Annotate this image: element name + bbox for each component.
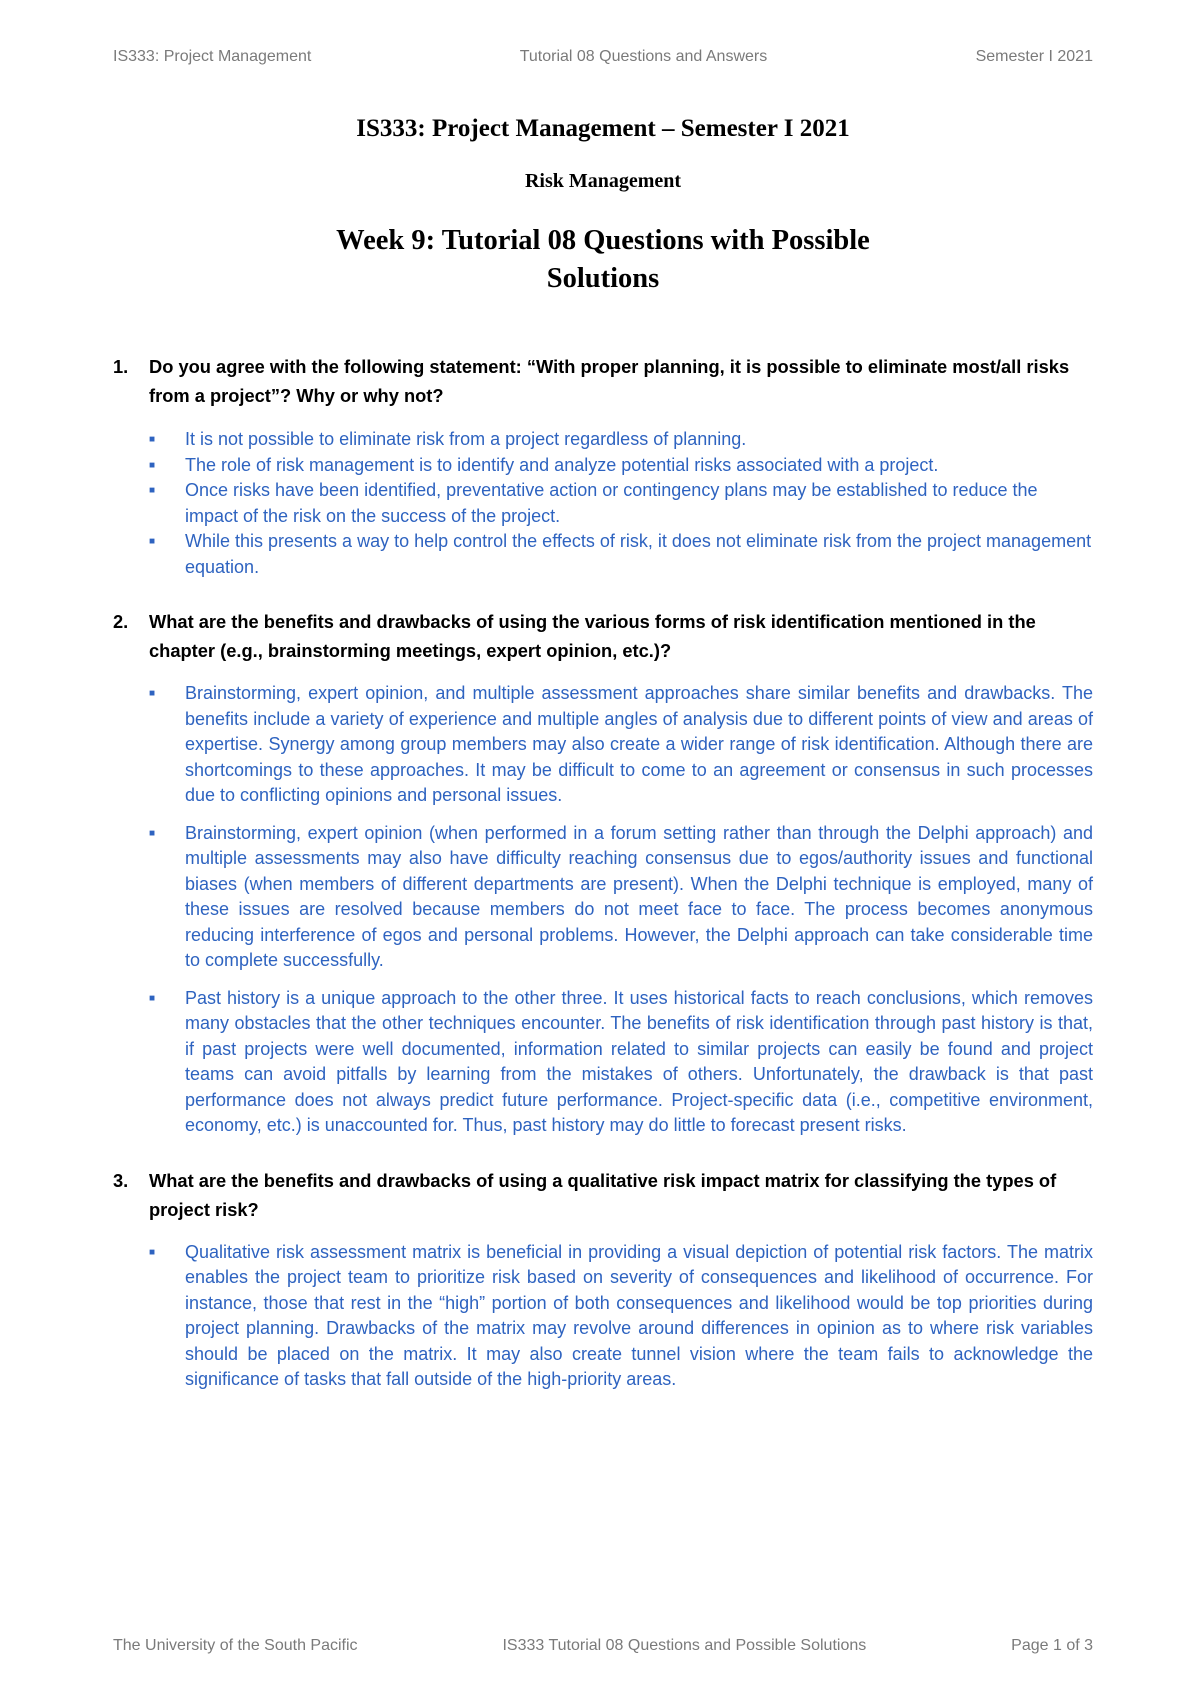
answer-list bbox=[113, 1240, 1093, 1393]
question-number: 2. bbox=[113, 611, 129, 632]
answer-text: Brainstorming, expert opinion (when performed in a forum setting rather than through the Delphi approach) and multiple assessments may also have difficulty reaching consensus due to egos/authority issues and functional biases (when members of different departments are present). When the Delphi technique is employed, many of these issues are resolved because members do not meet face to face. The process becomes anonymous reducing interference of egos and personal problems. However, the Delphi approach can take considerable time to complete successfully. bbox=[185, 822, 1093, 970]
question-text: Do you agree with the following statement: “With proper planning, it is possible to eliminate most/all risks from a project”? Why or why not? bbox=[149, 356, 1070, 406]
question-3 bbox=[113, 1166, 1093, 1393]
answer-item bbox=[113, 821, 1093, 974]
question-text: What are the benefits and drawbacks of using the various forms of risk identification mentioned in the chapter (e.g., brainstorming meetings, expert opinion, etc.)? bbox=[149, 611, 1036, 661]
question-number: 3. bbox=[113, 1169, 129, 1191]
bullet-icon: ■ bbox=[149, 827, 156, 839]
answer-text: Brainstorming, expert opinion, and multiple assessment approaches share similar benefits and drawbacks. The benefits include a variety of experience and multiple angles of analysis due to different points of view and areas of expertise. Synergy among group members may also create a wider range of risk identification. Although there are shortcomings to these approaches. It may be difficult to come to an agreement or consensus in such processes due to conflicting opinions and personal issues. bbox=[185, 683, 1093, 805]
answer-item bbox=[113, 986, 1093, 1139]
question-heading bbox=[113, 1166, 1093, 1224]
footer-university: The University of the South Pacific bbox=[113, 1637, 358, 1654]
answer-list bbox=[113, 427, 1093, 580]
question-text: What are the benefits and drawbacks of using a qualitative risk impact matrix for classifying the types of project risk? bbox=[149, 1169, 1057, 1220]
question-2 bbox=[113, 607, 1093, 1139]
week-title: Week 9: Tutorial 08 Questions with Possible Solutions bbox=[336, 225, 870, 294]
footer-page-number: Page 1 of 3 bbox=[1011, 1637, 1093, 1654]
answer-text: Once risks have been identified, preventative action or contingency plans may be established to reduce the impact of the risk on the success of the project. bbox=[185, 480, 1038, 526]
answer-text: Qualitative risk assessment matrix is beneficial in providing a visual depiction of potential risk factors. The matrix enables the project team to prioritize risk based on severity of consequences and likelihood of occurrence. For instance, those that rest in the “high” portion of both consequences and likelihood would be top priorities during project planning. Drawbacks of the matrix may revolve around differences in opinion as to where risk variables should be placed on the matrix. It may also create tunnel vision where the team fails to acknowledge the significance of tasks that fall outside of the high-priority areas. bbox=[185, 1241, 1093, 1389]
footer-doc-name: IS333 Tutorial 08 Questions and Possible Solutions bbox=[502, 1637, 867, 1654]
header-doc-name: Tutorial 08 Questions and Answers bbox=[519, 48, 768, 65]
bullet-icon: ■ bbox=[149, 459, 156, 471]
bullet-icon: ■ bbox=[149, 536, 156, 547]
page-header bbox=[113, 48, 1093, 66]
page-footer bbox=[113, 1637, 1093, 1655]
answer-item bbox=[113, 427, 1093, 453]
document-title: IS333: Project Management – Semester I 2021 bbox=[356, 115, 850, 142]
question-list bbox=[113, 352, 1093, 1393]
answer-item bbox=[113, 1240, 1093, 1393]
answer-text: Past history is a unique approach to the other three. It uses historical facts to reach conclusions, which removes many obstacles that the other techniques encounter. The benefits of risk identification through past history is that, if past projects were well documented, information related to similar projects can easily be found and project teams can avoid pitfalls by learning from the mistakes of others. Unfortunately, the drawback is that past performance does not always predict future performance. Project-specific data (i.e., competitive environment, economy, etc.) is unaccounted for. Thus, past history may do little to forecast present risks. bbox=[185, 987, 1093, 1135]
question-number: 1. bbox=[113, 356, 129, 377]
bullet-icon: ■ bbox=[149, 1246, 156, 1258]
header-semester: Semester I 2021 bbox=[975, 48, 1093, 65]
header-course: IS333: Project Management bbox=[113, 48, 312, 65]
answer-list bbox=[113, 681, 1093, 1139]
answer-item bbox=[113, 478, 1093, 529]
answer-item bbox=[113, 681, 1093, 809]
title-block bbox=[113, 112, 1093, 298]
answer-text: The role of risk management is to identify and analyze potential risks associated with a project. bbox=[185, 454, 939, 475]
bullet-icon: ■ bbox=[149, 992, 156, 1004]
bullet-icon: ■ bbox=[149, 688, 156, 699]
document-subtitle: Risk Management bbox=[524, 170, 682, 192]
answer-text: It is not possible to eliminate risk from a project regardless of planning. bbox=[185, 429, 747, 449]
answer-item bbox=[113, 529, 1093, 580]
answer-text: While this presents a way to help control the effects of risk, it does not eliminate risk from the project management equation. bbox=[185, 531, 1092, 577]
bullet-icon: ■ bbox=[149, 434, 156, 445]
question-heading bbox=[113, 352, 1093, 410]
question-heading bbox=[113, 607, 1093, 665]
question-1 bbox=[113, 352, 1093, 580]
bullet-icon: ■ bbox=[149, 485, 156, 496]
answer-item bbox=[113, 453, 1093, 479]
